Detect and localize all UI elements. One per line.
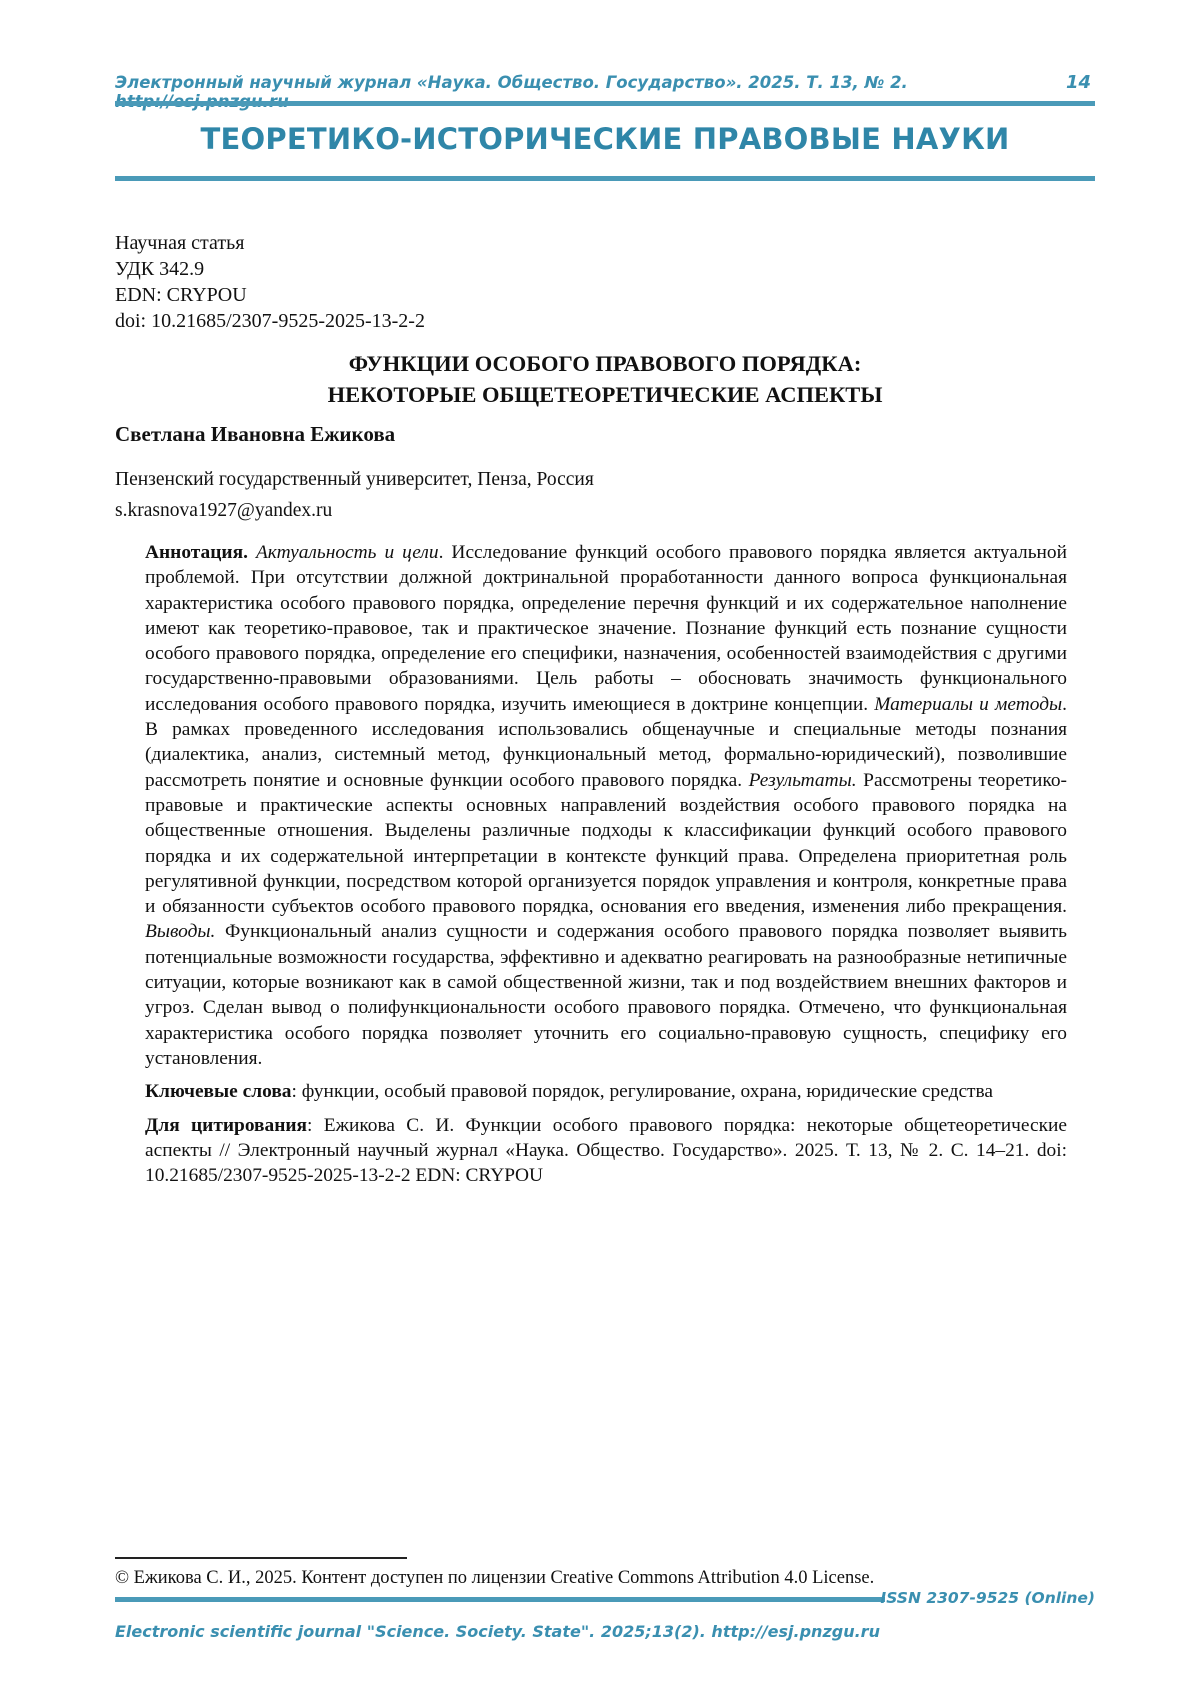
keywords-paragraph	[145, 1079, 1067, 1104]
issn: ISSN 2307-9525 (Online)	[880, 1589, 1095, 1607]
article-type: Научная статья	[115, 232, 245, 254]
footer-rule	[115, 1597, 885, 1602]
results-label: Результаты.	[748, 769, 857, 791]
conclusions-label: Выводы.	[145, 921, 216, 943]
article-meta	[115, 230, 425, 334]
article-title-line1: ФУНКЦИИ ОСОБОГО ПРАВОВОГО ПОРЯДКА:	[348, 351, 862, 376]
section-title: ТЕОРЕТИКО-ИСТОРИЧЕСКИЕ ПРАВОВЫЕ НАУКИ	[200, 122, 1010, 156]
methods-text: . В рамках проведенного исследования использовались общенаучные и специальные методы познания (диалектика, анализ, системный метод, функциональный метод, формально-юридический), позволившие рассмотреть понятие и основные функции особого правового порядка.	[145, 693, 1067, 791]
keywords-label: Ключевые слова	[145, 1081, 292, 1103]
author-affiliation-block	[115, 464, 594, 526]
author-email: s.krasnova1927@yandex.ru	[115, 500, 333, 521]
citation-text: : Ежикова С. И. Функции особого правового порядка: некоторые общетеоретические аспекты // Электронный научный журнал «Наука. Общество. Государство». 2025. Т. 13, № 2. С. 14–21. doi: 10.21685/2307-9525-2025-13-2-2 EDN: CRYPOU	[145, 1114, 1067, 1187]
journal-header-text: Электронный научный журнал «Наука. Общество. Государство». 2025. Т. 13, № 2.	[115, 73, 908, 92]
citation-label: Для цитирования	[145, 1114, 308, 1136]
article-title	[115, 348, 1095, 410]
results-text: Рассмотрены теоретико-правовые и практические аспекты основных направлений воздействия особого правового порядка на общественные отношения. Выделены различные подходы к классификации функций особого правового порядка и их содержательной интерпретации в контексте функций права. Определена приоритетная роль регулятивной функции, посредством которой организуется порядок управления и контроля, конкретные права и обязанности субъектов особого правового порядка, основания его введения, изменения либо прекращения.	[145, 769, 1067, 918]
relevance-label: Актуальность и цели	[255, 542, 439, 563]
article-title-line2: НЕКОТОРЫЕ ОБЩЕТЕОРЕТИЧЕСКИЕ АСПЕКТЫ	[327, 382, 883, 407]
conclusions-text: Функциональный анализ сущности и содержания особого правового порядка позволяет выявить потенциальные возможности государства, эффективно и адекватно реагировать на разнообразные нетипичные ситуации, которые возникают как в самой общественной жизни, так и под воздействием внешних факторов и угроз. Сделан вывод о полифункциональности особого правового порядка. Отмечено, что функциональная характеристика особого порядка позволяет уточнить его социально-правовую сущность, специфику его установления.	[145, 921, 1067, 1069]
abstract-label: Аннотация.	[145, 542, 248, 563]
header-rule	[115, 101, 1095, 106]
author-name: Светлана Ивановна Ежикова	[115, 422, 396, 446]
footer-journal-en: Electronic scientific journal "Science. Society. State". 2025;13(2). http://esj.pnzgu.ru	[115, 1622, 880, 1641]
relevance-text: . Исследование функций особого правового порядка является актуальной проблемой. При отсутствии должной доктринальной проработанности данного вопроса функциональная характеристика особого правового порядка, определение перечня функций и их содержательное наполнение имеют как теоретико-правовое, так и практическое значение. Познание функций есть познание сущности особого правового порядка, определение его специфики, назначения, особенностей взаимодействия с другими государственно-правовыми образованиями. Цель работы – обосновать значимость функционального исследования особого правового порядка, изучить имеющиеся в доктрине концепции.	[145, 542, 1067, 715]
section-rule	[115, 176, 1095, 181]
doi: doi: 10.21685/2307-9525-2025-13-2-2	[115, 310, 425, 332]
page-number: 14	[1065, 72, 1091, 93]
abstract-block	[145, 540, 1067, 1196]
affiliation: Пензенский государственный университет, Пенза, Россия	[115, 469, 594, 490]
keywords-text: : функции, особый правовой порядок, регулирование, охрана, юридические средства	[291, 1081, 994, 1103]
citation-paragraph	[145, 1113, 1067, 1189]
abstract-paragraph	[145, 540, 1067, 1071]
footnote-rule	[115, 1557, 407, 1559]
udc-code: УДК 342.9	[115, 258, 205, 280]
copyright-footnote: © Ежикова С. И., 2025. Контент доступен по лицензии Creative Commons Attribution 4.0 License.	[115, 1568, 875, 1588]
edn-code: EDN: CRYPOU	[115, 284, 247, 306]
methods-label: Материалы и методы	[874, 693, 1063, 715]
